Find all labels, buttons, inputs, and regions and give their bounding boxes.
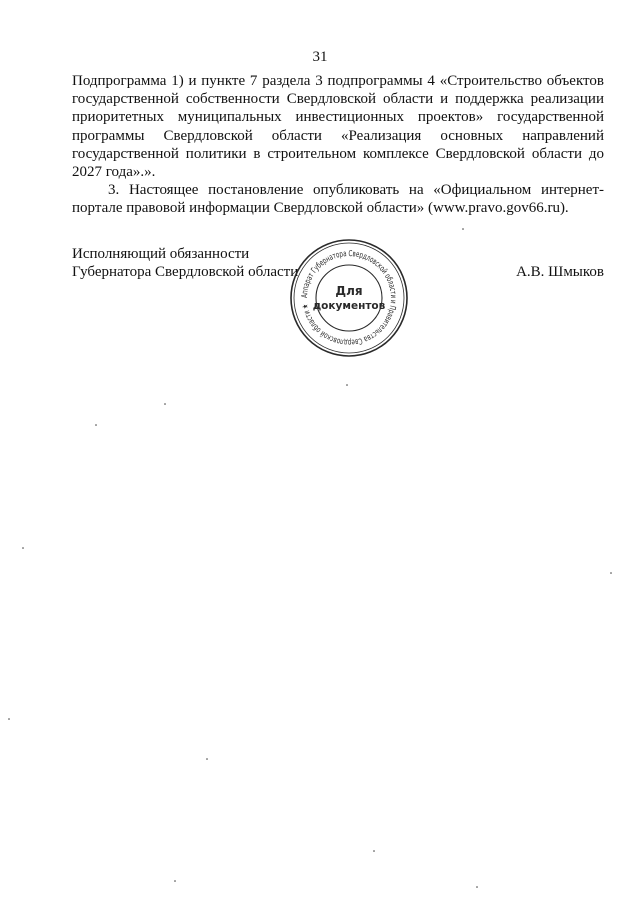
scan-speck [206,758,208,760]
paragraph-publication: 3. Настоящее постановление опубликовать на «Официальном интернет-портале правовой информации Свердловской области» (www.pravo.gov66.ru). [72,182,604,217]
document-body [72,72,604,218]
signatory-position-line2: Губернатора Свердловской области [72,264,299,281]
seal-ring-text: Аппарат Губернатора Свердловской области и Правительства Свердловской области ★ [298,247,400,349]
scan-speck [22,547,24,549]
seal-center-line1: Для [335,284,363,298]
scan-speck [373,850,375,852]
signatory-position [72,245,298,281]
seal-center-line2: документов [312,300,386,312]
signatory-name: А.В. Шмыков [516,264,604,280]
seal-inner-ring [316,265,382,331]
signatory-position-line1: Исполняющий обязанности [72,246,250,262]
page-number: 31 [312,49,328,65]
scan-speck [174,880,176,882]
scan-speck [8,718,10,720]
scan-speck [95,424,97,426]
scan-speck [462,228,464,230]
scan-speck [164,403,166,405]
scan-speck [476,886,478,888]
scan-speck [346,384,348,386]
official-seal-stamp [288,237,410,359]
scan-speck [610,572,612,574]
paragraph-amendment: Подпрограмма 1) и пункте 7 раздела 3 подпрограммы 4 «Строительство объектов государственной собственности Свердловской области и поддержка реализации приоритетных муниципальных инвестиционных проектов» государственной программы Свердловской области «Реализация основных направлений государственной политики в строительном комплексе Свердловской области до 2027 года».». [72,73,604,181]
seal-graphic [288,237,410,359]
seal-outer-ring-inner [294,243,404,353]
